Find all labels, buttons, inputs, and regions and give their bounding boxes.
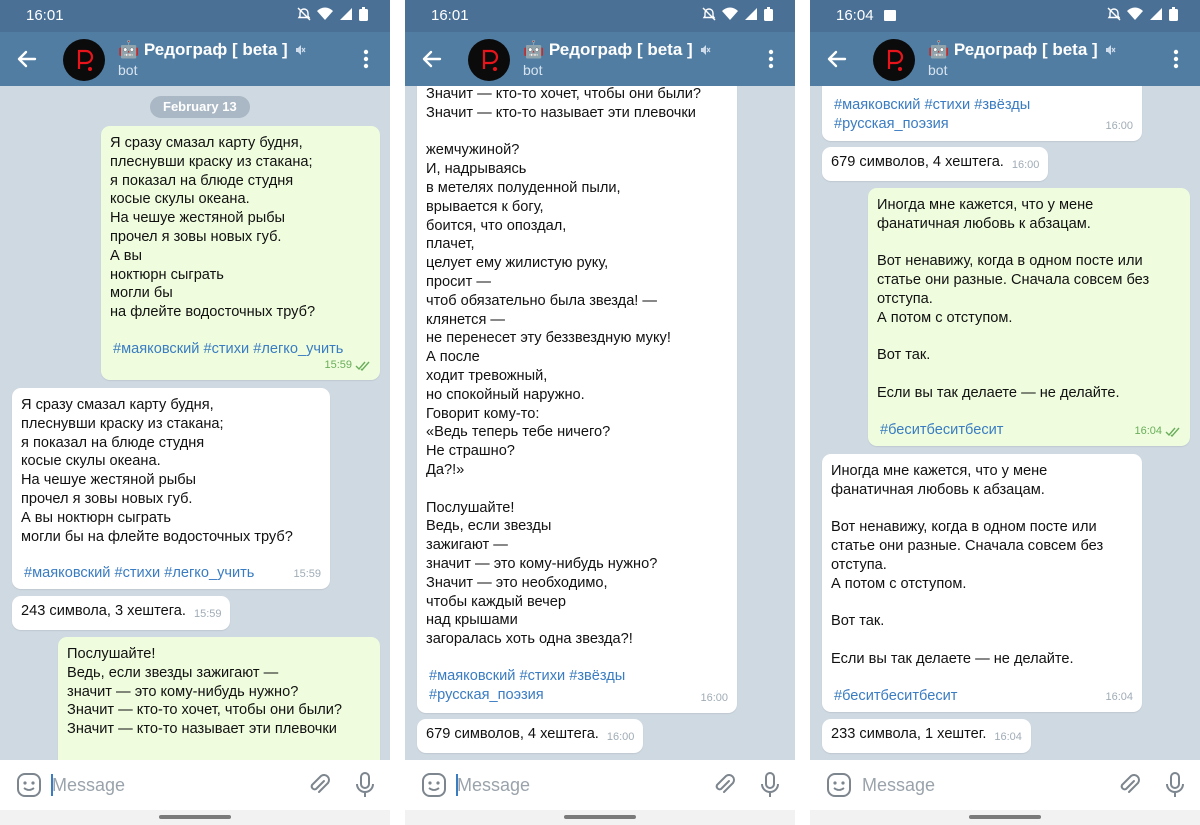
incoming-message[interactable]: [822, 719, 1031, 753]
image-notification-icon: [884, 10, 896, 21]
sticker-emoji-icon[interactable]: [421, 772, 447, 798]
message-meta: 15:59: [293, 568, 321, 581]
incoming-message[interactable]: [822, 454, 1142, 712]
status-bar: [0, 0, 390, 32]
more-menu-icon[interactable]: [356, 46, 376, 72]
status-bar: [810, 0, 1200, 32]
chat-subtitle: bot: [928, 62, 948, 78]
bot-logo-icon: [873, 39, 915, 81]
phone-screen-3: [810, 0, 1200, 825]
wifi-icon: [722, 7, 738, 21]
phone-screen-2: [405, 0, 795, 825]
message-meta: 15:59: [193, 608, 222, 620]
message-meta: 16:00: [1011, 159, 1040, 171]
chat-header: [810, 32, 1200, 86]
chat-title[interactable]: 🤖 Редограф [ beta ]: [523, 40, 711, 60]
message-text: Я сразу смазал карту будня, плеснувши краску из стакана; я показал на блюде студня косые скулы океана. На чешуе жестяной рыбы прочел я зовы новых губ. А вы ноктюрн сыграть могли бы на флейте водосточных труб?: [110, 135, 316, 321]
back-arrow-icon[interactable]: [12, 44, 42, 74]
signal-icon: [339, 7, 353, 21]
message-text: Иногда мне кажется, что у мене фанатичная любовь к абзацам. Вот ненавижу, когда в одном посте или статье они разные. Сначала совсем без отступа. А потом с отступом. Вот так. Если вы так делаете — не делайте.: [877, 197, 1150, 401]
battery-icon: [359, 7, 368, 21]
message-meta: 16:04: [1134, 422, 1181, 441]
chat-title[interactable]: 🤖 Редограф [ beta ]: [118, 40, 306, 60]
status-icons: [1107, 7, 1178, 21]
incoming-message[interactable]: [417, 86, 737, 713]
avatar[interactable]: [873, 39, 915, 81]
message-meta: 16:04: [994, 731, 1022, 743]
more-menu-icon[interactable]: [761, 46, 781, 72]
message-composer: [405, 760, 795, 810]
incoming-message[interactable]: [12, 596, 230, 630]
message-hashtags[interactable]: #маяковский #стихи #звёзды #русская_поэзия: [429, 667, 626, 703]
dnd-off-icon: [297, 7, 311, 21]
bot-logo-icon: [63, 39, 105, 81]
incoming-message[interactable]: [822, 147, 1048, 181]
outgoing-message[interactable]: [868, 188, 1190, 446]
paperclip-icon[interactable]: [711, 772, 737, 798]
chat-subtitle: bot: [118, 62, 138, 78]
message-list[interactable]: [0, 86, 390, 760]
status-icons: [297, 7, 368, 21]
status-bar: [405, 0, 795, 32]
bot-logo-icon: [468, 39, 510, 81]
microphone-icon[interactable]: [352, 771, 378, 799]
message-composer: [0, 760, 390, 810]
chat-header: [405, 32, 795, 86]
avatar[interactable]: [468, 39, 510, 81]
message-text: Значит — кто-то хочет, чтобы они были? Значит — кто-то называет эти плевочки жемчужиной? И, надрываясь в метелях полуденной пыли, врывается к богу, боится, что опоздал, плачет, целует ему жилистую руку, просит — чтоб обязательно была звезда! — клянется — не перенесет эту беззвездную муку! А после ходит тревожный, но спокойный наружно. Говорит кому-то: «Ведь теперь тебе ничего? Не страшно? Да?!» Послушайте! Ведь, если звезды зажигают — значит — это кому-нибудь нужно? Значит — это необходимо, чтобы каждый вечер над крышами загоралась хоть одна звезда?!: [426, 86, 702, 648]
message-hashtags[interactable]: #беситбеситбесит: [880, 421, 1004, 438]
system-nav-bar: [405, 810, 795, 825]
status-time: 16:01: [431, 7, 469, 24]
dnd-off-icon: [1107, 7, 1121, 21]
paperclip-icon[interactable]: [306, 772, 332, 798]
paperclip-icon[interactable]: [1116, 772, 1142, 798]
message-text: 679 символов, 4 хештега.: [831, 154, 1004, 170]
message-text: Иногда мне кажется, что у мене фанатичная любовь к абзацам. Вот ненавижу, когда в одном посте или статье они разные. Сначала совсем без отступа. А потом с отступом. Вот так. Если вы так делаете — не делайте.: [831, 463, 1104, 667]
sticker-emoji-icon[interactable]: [826, 772, 852, 798]
wifi-icon: [317, 7, 333, 21]
date-label: February 13: [150, 96, 250, 118]
message-input[interactable]: [52, 772, 292, 798]
double-check-icon: [1165, 427, 1181, 437]
battery-icon: [1169, 7, 1178, 21]
incoming-message[interactable]: [417, 719, 643, 753]
message-input[interactable]: [862, 772, 1102, 798]
home-indicator[interactable]: [159, 815, 231, 819]
message-hashtags[interactable]: #маяковский #стихи #легко_учить: [113, 340, 344, 357]
home-indicator[interactable]: [564, 815, 636, 819]
message-list[interactable]: [405, 86, 795, 760]
microphone-icon[interactable]: [1162, 771, 1188, 799]
chat-subtitle: bot: [523, 62, 543, 78]
message-meta: 16:04: [1105, 691, 1133, 704]
muted-icon: [699, 44, 711, 56]
more-menu-icon[interactable]: [1166, 46, 1186, 72]
chat-header: [0, 32, 390, 86]
double-check-icon: [355, 361, 371, 371]
incoming-message[interactable]: [822, 86, 1142, 141]
muted-icon: [1104, 44, 1116, 56]
message-meta: 16:00: [606, 731, 635, 743]
back-arrow-icon[interactable]: [417, 44, 447, 74]
microphone-icon[interactable]: [757, 771, 783, 799]
status-icons: [702, 7, 773, 21]
message-hashtags[interactable]: #маяковский #стихи #легко_учить: [24, 565, 255, 582]
phone-screen-1: [0, 0, 390, 825]
message-list[interactable]: [810, 86, 1200, 760]
message-text: 233 символа, 1 хештег.: [831, 726, 987, 742]
message-hashtags[interactable]: #беситбеситбесит: [834, 687, 958, 704]
incoming-message[interactable]: [12, 388, 330, 589]
back-arrow-icon[interactable]: [822, 44, 852, 74]
status-time: 16:01: [26, 7, 64, 24]
system-nav-bar: [810, 810, 1200, 825]
message-text: 243 символа, 3 хештега.: [21, 603, 186, 619]
message-meta: 16:00: [700, 692, 728, 705]
signal-icon: [744, 7, 758, 21]
battery-icon: [764, 7, 773, 21]
message-input[interactable]: [457, 772, 697, 798]
muted-icon: [294, 44, 306, 56]
outgoing-message[interactable]: [101, 126, 380, 380]
message-text: Я сразу смазал карту будня, плеснувши краску из стакана; я показал на блюде студня косые скулы океана. На чешуе жестяной рыбы прочел я зовы новых губ. А вы ноктюрн сыграть могли бы на флейте водосточных труб?: [21, 397, 293, 545]
avatar[interactable]: [63, 39, 105, 81]
outgoing-message[interactable]: [58, 637, 380, 760]
home-indicator[interactable]: [969, 815, 1041, 819]
chat-title[interactable]: 🤖 Редограф [ beta ]: [928, 40, 1116, 60]
message-text: 679 символов, 4 хештега.: [426, 726, 599, 742]
sticker-emoji-icon[interactable]: [16, 772, 42, 798]
message-composer: [810, 760, 1200, 810]
message-meta: 16:00: [1105, 120, 1133, 133]
wifi-icon: [1127, 7, 1143, 21]
message-meta: 15:59: [324, 356, 371, 375]
status-time: 16:04: [836, 7, 874, 24]
message-text: Послушайте! Ведь, если звезды зажигают — значит — это кому-нибудь нужно? Значит — кто-то хочет, чтобы они были? Значит — кто-то называет эти плевочки: [67, 646, 343, 738]
message-hashtags[interactable]: #маяковский #стихи #звёзды #русская_поэзия: [834, 97, 1031, 132]
signal-icon: [1149, 7, 1163, 21]
dnd-off-icon: [702, 7, 716, 21]
system-nav-bar: [0, 810, 390, 825]
